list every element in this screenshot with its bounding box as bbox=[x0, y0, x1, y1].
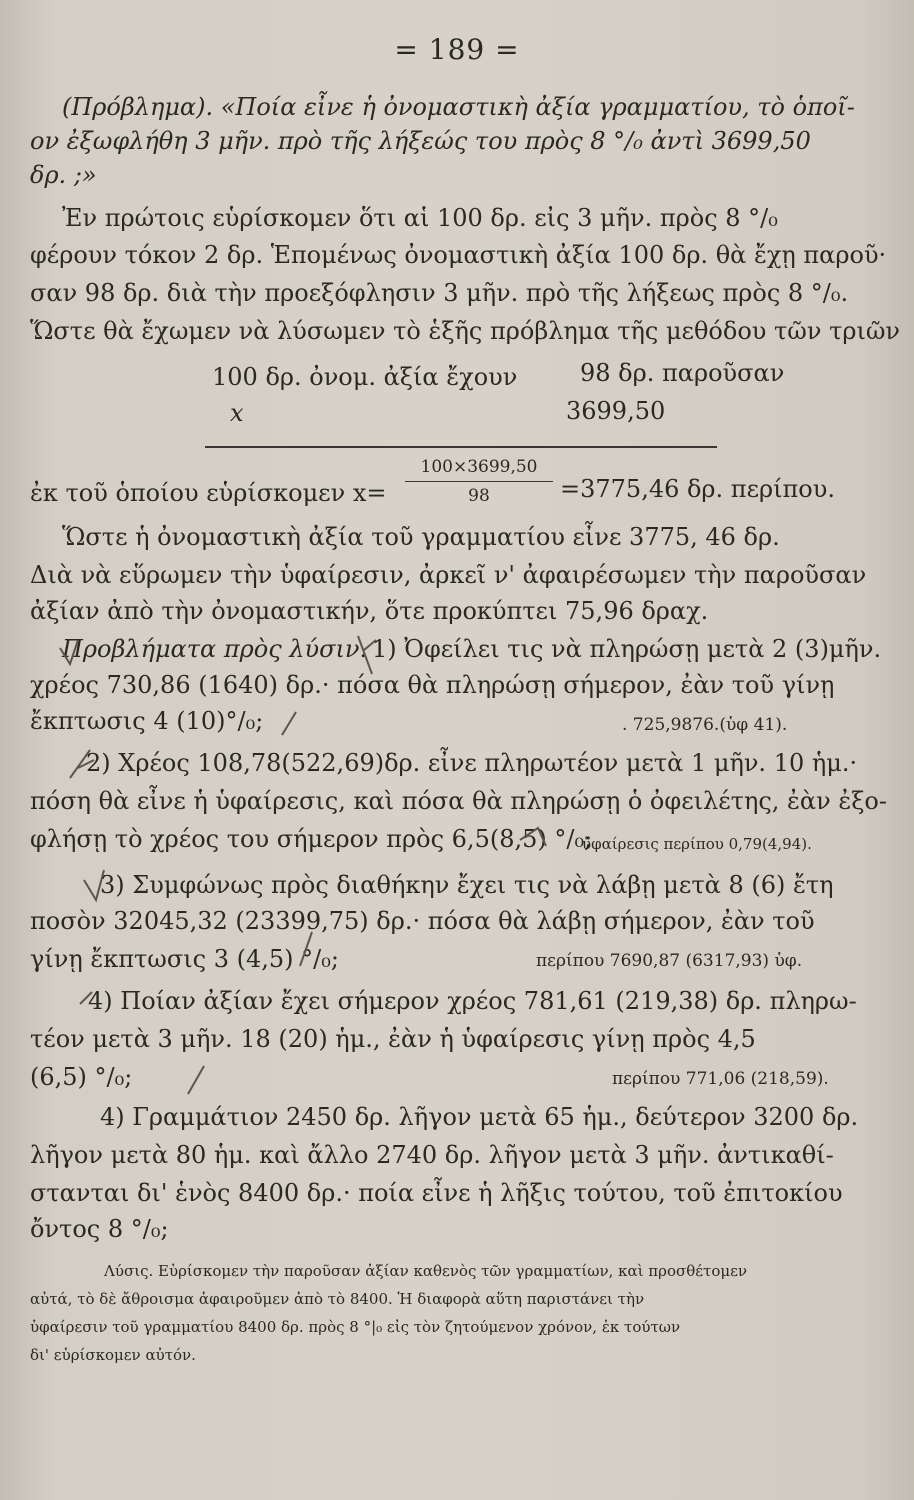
exercise-2-answer: ὑφαίρεσις περίπου 0,79(4,94). bbox=[582, 835, 812, 853]
check-mark-icon bbox=[520, 828, 546, 846]
check-mark-icon bbox=[300, 932, 312, 966]
proportion-row-2-right: 3699,50 bbox=[566, 397, 666, 425]
check-mark-icon bbox=[188, 1066, 204, 1094]
problem-statement-line-2: ον ἐξωφλήθη 3 μῆν. πρὸ τῆς λήξεώς του πρὸς 8 °/₀ ἀντὶ 3699,50 bbox=[30, 127, 811, 155]
exercise-5-line-4: ὄντος 8 °/₀; bbox=[30, 1215, 169, 1243]
exercise-3-line-2: ποσὸν 32045,32 (23399,75) δρ.· πόσα θὰ λάβῃ σήμερον, ἐὰν τοῦ bbox=[30, 907, 815, 935]
proportion-row-1-right: 98 δρ. παροῦσαν bbox=[580, 359, 785, 387]
solution-line-3: ὑφαίρεσιν τοῦ γραμματίου 8400 δρ. πρὸς 8 °|₀ εἰς τὸν ζητούμενον χρόνον, ἐκ τούτων bbox=[30, 1318, 681, 1336]
check-mark-icon bbox=[70, 750, 94, 778]
text-line-5: φέρουν τόκον 2 δρ. Ἑπομένως ὀνομαστικὴ ἀξία 100 δρ. θὰ ἔχῃ παροῦ· bbox=[30, 241, 887, 269]
exercise-4-line-1: 4) Ποίαν ἀξίαν ἔχει σήμερον χρέος 781,61 (219,38) δρ. πληρω- bbox=[88, 987, 857, 1015]
exercise-5-line-3: στανται δι' ἑνὸς 8400 δρ.· ποία εἶνε ἡ λῆξις τούτου, τοῦ ἐπιτοκίου bbox=[30, 1179, 843, 1207]
exercise-3-answer: περίπου 7690,87 (6317,93) ὑφ. bbox=[536, 951, 803, 971]
exercise-2-line-1: 2) Χρέος 108,78(522,69)δρ. εἶνε πληρωτέον μετὰ 1 μῆν. 10 ἡμ.· bbox=[86, 749, 858, 777]
solution-line-4: δι' εὑρίσκομεν αὐτόν. bbox=[30, 1346, 196, 1364]
check-mark-icon bbox=[282, 712, 296, 735]
check-mark-icon bbox=[358, 636, 376, 674]
solution-line-2: αὐτά, τὸ δὲ ἄθροισμα ἀφαιροῦμεν ἀπὸ τὸ 8400. Ἡ διαφορὰ αὕτη παριστάνει τὴν bbox=[30, 1290, 645, 1308]
exercise-2-line-3: φλήσῃ τὸ χρέος του σήμερον πρὸς 6,5(8,5) °/₀; bbox=[30, 825, 593, 853]
proportion-row-2-left: x bbox=[230, 399, 244, 427]
check-mark-icon bbox=[60, 640, 78, 664]
text-line-13: ἀξίαν ἀπὸ τὴν ὀνομαστικήν, ὅτε προκύπτει 75,96 δραχ. bbox=[30, 597, 709, 625]
problem-statement-line-1: (Πρόβλημα). «Ποία εἶνε ἡ ὀνομαστικὴ ἀξία γραμματίου, τὸ ὁποῖ- bbox=[62, 93, 855, 121]
solution-line-1: Λύσις. Εὑρίσκομεν τὴν παροῦσαν ἀξίαν καθενὸς τῶν γραμματίων, καὶ προσθέτομεν bbox=[104, 1262, 748, 1280]
exercise-1-line-3: ἔκπτωσις 4 (10)°/₀; bbox=[30, 707, 264, 735]
exercise-1-line-2: χρέος 730,86 (1640) δρ.· πόσα θὰ πληρώσῃ σήμερον, ἐὰν τοῦ γίνῃ bbox=[30, 671, 835, 699]
exercise-5-line-2: λῆγον μετὰ 80 ἡμ. καὶ ἄλλο 2740 δρ. λῆγον μετὰ 3 μῆν. ἀντικαθί- bbox=[30, 1141, 834, 1169]
exercise-3-line-3: γίνῃ ἔκπτωσις 3 (4,5) °/₀; bbox=[30, 945, 339, 973]
page-number: = 189 = bbox=[394, 33, 520, 66]
exercise-5-line-1: 4) Γραμμάτιον 2450 δρ. λῆγον μετὰ 65 ἡμ., δεύτερον 3200 δρ. bbox=[100, 1103, 859, 1131]
check-mark-icon bbox=[84, 870, 104, 900]
result-line-value: =3775,46 δρ. περίπου. bbox=[560, 475, 835, 503]
text-line-4: Ἐν πρώτοις εὑρίσκομεν ὅτι αἱ 100 δρ. εἰς 3 μῆν. πρὸς 8 °/₀ bbox=[62, 204, 778, 232]
text-line-6: σαν 98 δρ. διὰ τὴν προεξόφλησιν 3 μῆν. πρὸ τῆς λήξεως πρὸς 8 °/₀. bbox=[30, 279, 849, 307]
exercise-1-line-1: 1) Ὀφείλει τις νὰ πληρώσῃ μετὰ 2 (3)μῆν. bbox=[372, 635, 882, 663]
proportion-row-1-left: 100 δρ. ὀνομ. ἀξία ἔχουν bbox=[212, 363, 518, 391]
check-mark-icon bbox=[80, 992, 92, 1004]
exercise-4-answer: περίπου 771,06 (218,59). bbox=[612, 1069, 829, 1089]
exercise-1-answer: . 725,9876.(ὑφ 41). bbox=[622, 715, 788, 735]
result-line-label: ἐκ τοῦ ὁποίου εὑρίσκομεν x= bbox=[30, 479, 387, 507]
text-line-12: Διὰ νὰ εὕρωμεν τὴν ὑφαίρεσιν, ἀρκεῖ ν' ἀφαιρέσωμεν τὴν παροῦσαν bbox=[30, 561, 867, 589]
exercise-2-line-2: πόση θὰ εἶνε ἡ ὑφαίρεσις, καὶ πόσα θὰ πληρώσῃ ὁ ὀφειλέτης, ἐὰν ἐξο- bbox=[30, 787, 887, 815]
fraction-denominator: 98 bbox=[468, 486, 490, 506]
exercise-3-line-1: 3) Συμφώνως πρὸς διαθήκην ἔχει τις νὰ λάβῃ μετὰ 8 (6) ἔτη bbox=[100, 871, 834, 899]
exercises-heading: Προβλήματα πρὸς λύσιν. bbox=[62, 635, 368, 663]
problem-statement-line-3: δρ. ;» bbox=[30, 161, 97, 189]
text-line-11: Ὥστε ἡ ὀνομαστικὴ ἀξία τοῦ γραμματίου εἶνε 3775, 46 δρ. bbox=[62, 523, 780, 551]
fraction-numerator: 100×3699,50 bbox=[420, 457, 538, 477]
text-line-7: Ὥστε θὰ ἔχωμεν νὰ λύσωμεν τὸ ἑξῆς πρόβλημα τῆς μεθόδου τῶν τριῶν bbox=[30, 317, 901, 345]
exercise-4-line-3: (6,5) °/₀; bbox=[30, 1063, 133, 1091]
exercise-4-line-2: τέον μετὰ 3 μῆν. 18 (20) ἡμ., ἐὰν ἡ ὑφαίρεσις γίνῃ πρὸς 4,5 bbox=[30, 1025, 756, 1053]
